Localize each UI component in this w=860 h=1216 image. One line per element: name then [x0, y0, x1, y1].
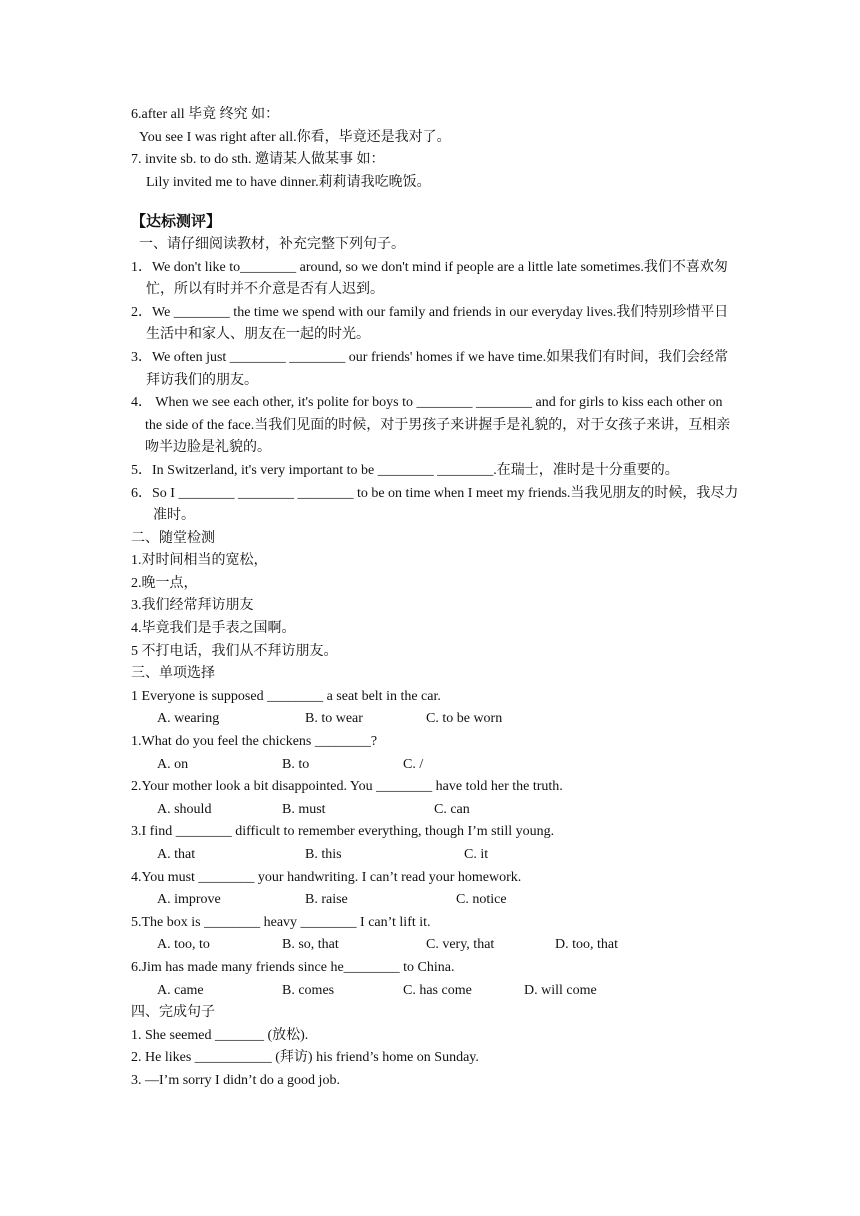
complete-sentence: 1. She seemed _______ (放松). — [131, 1027, 309, 1043]
section-heading: 【达标测评】 — [131, 212, 222, 231]
check-item: 4.毕竟我们是手表之国啊。 — [131, 621, 296, 637]
fill-sentence: 5．In Switzerland, it's very important to be ________ ________.在瑞士，准时是十分重要的。 — [131, 462, 679, 478]
check-item: 1.对时间相当的宽松， — [131, 553, 268, 569]
option: C. it — [464, 847, 489, 862]
option: C. to be worn — [426, 711, 503, 727]
option: B. to wear — [305, 711, 363, 727]
fill-sentence: 4． When we see each other, it's polite for boys to ________ ________ and for girls to kiss each other on the side of the face.当我们见面的时候，对于男孩子来讲握手是礼貌的，对于女孩子来讲，互相亲吻半边脸是礼貌的。 — [131, 395, 731, 456]
question-stem: 3.I find ________ difficult to remember everything, though I’m still young. — [131, 824, 555, 840]
fill-sentence: 2．We ________ the time we spend with our family and friends in our everyday lives.我们特别珍惜平日生活中和家人、朋友在一起的时光。 — [131, 304, 729, 343]
option: C. notice — [456, 892, 507, 908]
note-line: You see I was right after all.你看，毕竟还是我对了。 — [139, 129, 451, 145]
option: C. very, that — [426, 937, 495, 953]
option: A. on — [157, 756, 189, 772]
check-item: 5 不打电话，我们从不拜访朋友。 — [131, 643, 338, 659]
note-line: 7. invite sb. to do sth. 邀请某人做某事 如： — [131, 152, 385, 168]
option: C. can — [434, 801, 470, 817]
question-stem: 1 Everyone is supposed ________ a seat belt in the car. — [131, 688, 441, 704]
options-row — [131, 980, 741, 1003]
options-row — [131, 799, 741, 822]
check-item: 3.我们经常拜访朋友 — [131, 598, 254, 614]
worksheet-content — [131, 104, 741, 1093]
note-line: Lily invited me to have dinner.莉莉请我吃晚饭。 — [146, 174, 431, 190]
part2-title: 二、随堂检测 — [131, 530, 215, 546]
option: C. / — [403, 756, 424, 772]
part4-title: 四、完成句子 — [131, 1005, 215, 1021]
option: A. too, to — [157, 937, 210, 953]
option: C. has come — [403, 982, 472, 998]
question-stem: 1.What do you feel the chickens ________? — [131, 734, 378, 750]
option: A. should — [157, 801, 212, 817]
complete-sentence: 3. —I’m sorry I didn’t do a good job. — [131, 1072, 340, 1088]
option: B. must — [282, 801, 326, 817]
option: B. to — [282, 756, 310, 772]
question-stem: 6.Jim has made many friends since he________ to China. — [131, 959, 455, 975]
fill-sentence: 1．We don't like to________ around, so we don't mind if people are a little late sometimes.我们不喜欢匆忙，所以有时并不介意是否有人迟到。 — [131, 259, 728, 298]
fill-sentence: 6．So I ________ ________ ________ to be on time when I meet my friends.当我见朋友的时候，我尽力准时。 — [131, 485, 739, 524]
options-row — [131, 934, 741, 957]
options-row — [131, 889, 741, 912]
fill-sentence: 3．We often just ________ ________ our friends' homes if we have time.如果我们有时间，我们会经常拜访我们的朋友。 — [131, 349, 729, 388]
options-row — [131, 844, 741, 867]
option: A. came — [157, 982, 204, 998]
part3-title: 三、单项选择 — [131, 666, 215, 682]
option: A. wearing — [157, 711, 220, 727]
option: D. too, that — [555, 937, 618, 953]
part1-title: 一、请仔细阅读教材，补充完整下列句子。 — [139, 236, 405, 252]
option: A. that — [157, 847, 196, 862]
question-stem: 5.The box is ________ heavy ________ I can’t lift it. — [131, 914, 431, 930]
options-row — [131, 708, 741, 731]
option: A. improve — [157, 892, 221, 908]
question-stem: 4.You must ________ your handwriting. I can’t read your homework. — [131, 869, 522, 885]
complete-sentence: 2. He likes ___________ (拜访) his friend’s home on Sunday. — [131, 1050, 479, 1066]
option: B. so, that — [282, 937, 339, 953]
note-line: 6.after all 毕竟 终究 如： — [131, 107, 280, 122]
options-row — [131, 754, 741, 777]
option: B. raise — [305, 892, 348, 908]
option: B. comes — [282, 982, 335, 998]
question-stem: 2.Your mother look a bit disappointed. You ________ have told her the truth. — [131, 779, 563, 795]
option: D. will come — [524, 982, 597, 998]
option: B. this — [305, 847, 342, 862]
check-item: 2.晚一点， — [131, 575, 198, 591]
